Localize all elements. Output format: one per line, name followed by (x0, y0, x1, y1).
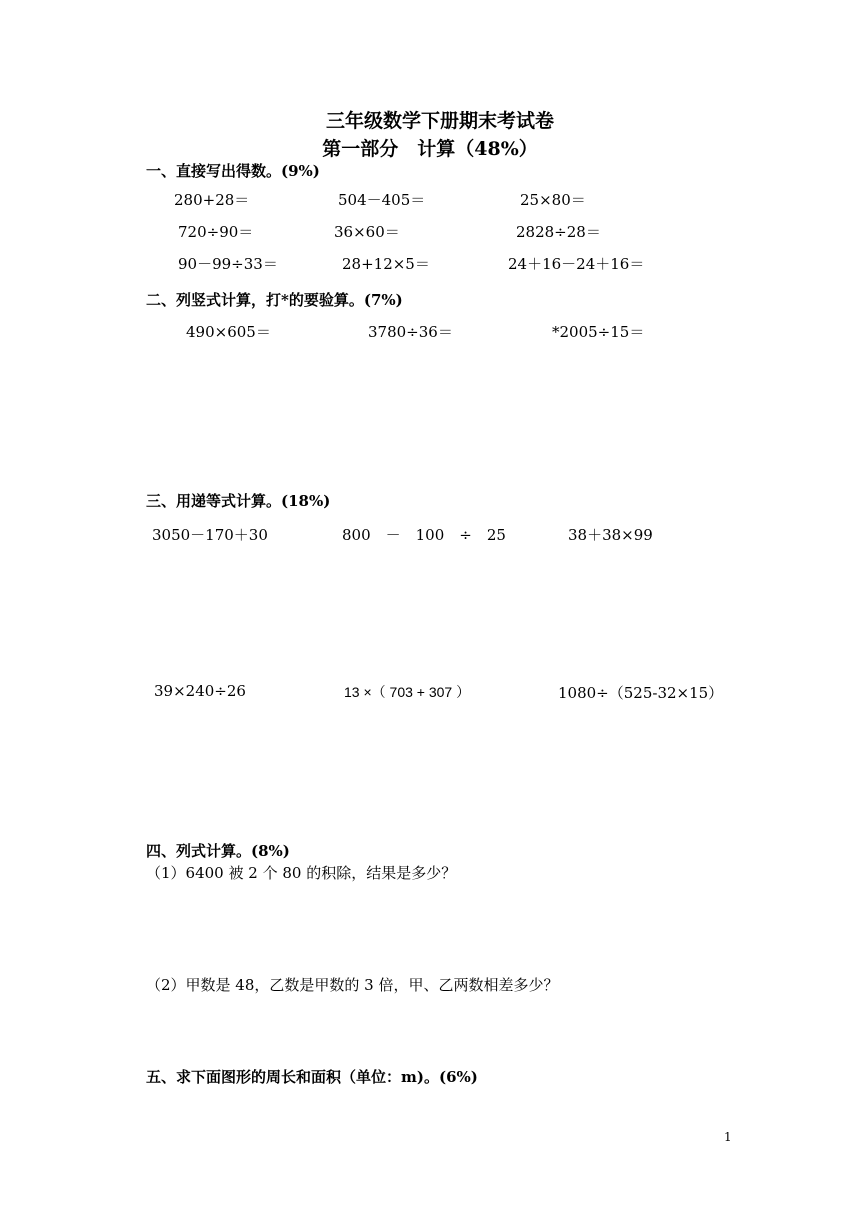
expr-3-4: 39×240÷26 (154, 682, 246, 700)
expr-1-5: 36×60＝ (334, 223, 400, 241)
expr-3-2: 800 － 100 ÷ 25 (342, 526, 506, 544)
expr-2-2: 3780÷36＝ (368, 323, 453, 341)
expr-3-1: 3050－170＋30 (152, 526, 268, 544)
expr-1-6: 2828÷28＝ (516, 223, 601, 241)
page-title: 三年级数学下册期末考试卷 (325, 110, 554, 132)
page-number: 1 (724, 1130, 732, 1144)
question-4-1: （1）6400 被 2 个 80 的积除，结果是多少？ (146, 864, 457, 882)
section-4-heading: 四、列式计算。(8%) (146, 842, 290, 860)
question-4-2: （2）甲数是 48，乙数是甲数的 3 倍，甲、乙两数相差多少？ (146, 976, 559, 994)
expr-3-3: 38＋38×99 (568, 526, 653, 544)
expr-1-9: 24＋16－24＋16＝ (508, 255, 645, 273)
expr-3-5: 13 ×（ 703 + 307 ） (344, 684, 471, 700)
expr-1-8: 28+12×5＝ (342, 255, 430, 273)
page-subtitle: 第一部分 计算（48%） (322, 138, 538, 160)
expr-2-1: 490×605＝ (186, 323, 271, 341)
section-3-heading: 三、用递等式计算。(18%) (146, 492, 331, 510)
expr-1-2: 504－405＝ (338, 191, 426, 209)
section-2-heading: 二、列竖式计算，打*的要验算。(7%) (146, 291, 403, 309)
expr-3-6: 1080÷（525-32×15） (558, 684, 724, 702)
section-5-heading: 五、求下面图形的周长和面积（单位：m)。(6%) (146, 1068, 478, 1086)
expr-1-1: 280+28＝ (174, 191, 250, 209)
expr-1-4: 720÷90＝ (178, 223, 254, 241)
expr-1-3: 25×80＝ (520, 191, 586, 209)
expr-1-7: 90－99÷33＝ (178, 255, 278, 273)
section-1-heading: 一、直接写出得数。(9%) (146, 162, 320, 180)
expr-2-3: *2005÷15＝ (552, 323, 645, 341)
